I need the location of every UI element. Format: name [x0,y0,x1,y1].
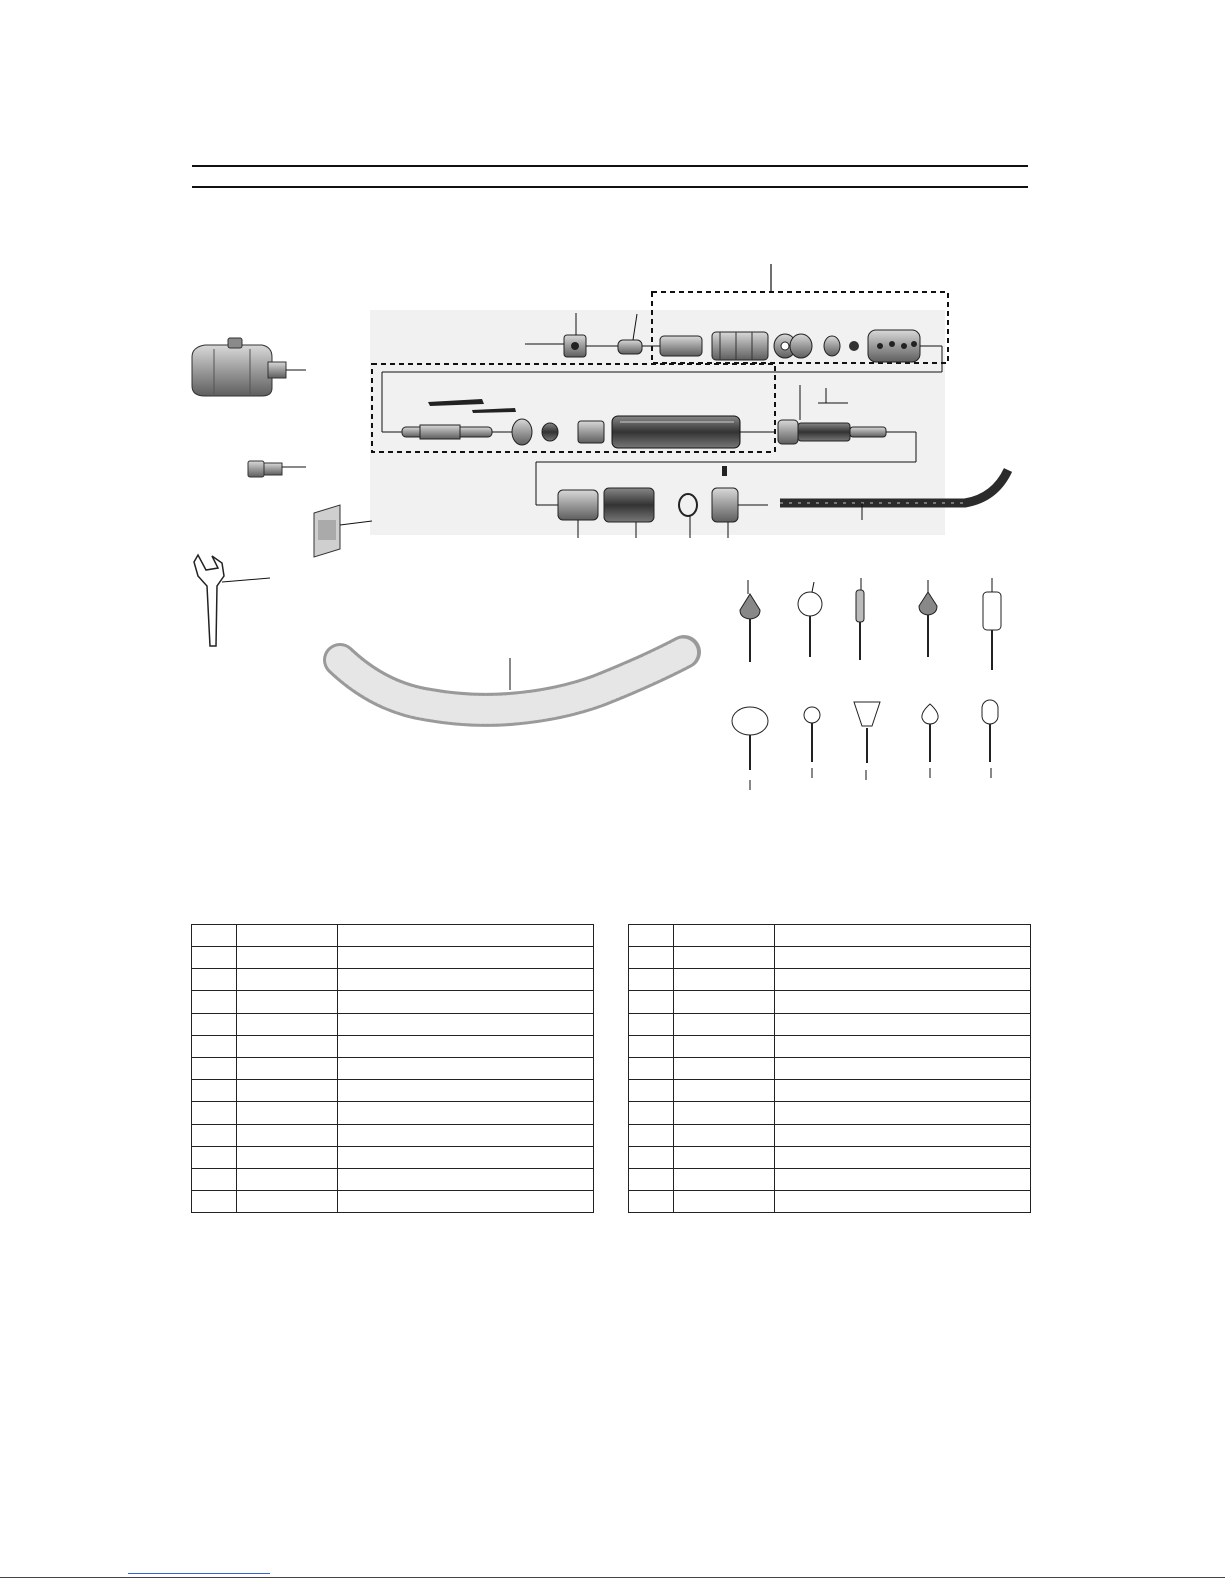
bit-8 [854,702,880,780]
table-row [629,1035,1031,1057]
bit-5 [983,578,1001,670]
table-row [192,1124,594,1146]
footer-link[interactable] [128,1573,270,1574]
table-row [629,1168,1031,1190]
table-header-row [629,925,1031,947]
table-row [629,1080,1031,1102]
table-row [192,1146,594,1168]
table-row [192,1080,594,1102]
bit-4 [919,580,937,657]
air-hose-part [340,652,684,710]
table-header-row [192,925,594,947]
table-row [192,1191,594,1213]
bearing-pair-part [774,334,812,358]
brushes-card-part [314,505,372,557]
spindle-shaft-part [402,425,492,439]
spindle-part [660,332,768,360]
table-row [629,1146,1031,1168]
footer-rule [0,1577,1225,1578]
table-row [629,991,1031,1013]
bit-6 [732,707,768,790]
table-row [629,1191,1031,1213]
bit-1 [740,580,760,662]
bit-7 [804,707,820,778]
table-row [629,1057,1031,1079]
table-row [192,969,594,991]
table-row [192,991,594,1013]
table-row [192,1013,594,1035]
bit-10 [982,700,998,778]
table-row [629,1124,1031,1146]
air-fitting-part [248,461,306,477]
rotor-cylinder-part [868,330,920,362]
bit-9 [922,704,938,778]
table-row [629,947,1031,969]
table-row [192,1102,594,1124]
bit-3 [856,578,864,660]
parts-table-right [628,924,1031,1213]
table-row [629,969,1031,991]
table-row [629,1102,1031,1124]
bit-2 [798,582,822,657]
table-row [192,947,594,969]
table-row [192,1035,594,1057]
wrench-part [194,555,270,646]
air-filter-part [192,338,306,396]
motor-housing-part [612,416,740,448]
table-row [192,1057,594,1079]
table-row [192,1168,594,1190]
parts-table-left [191,924,594,1213]
table-row [629,1013,1031,1035]
